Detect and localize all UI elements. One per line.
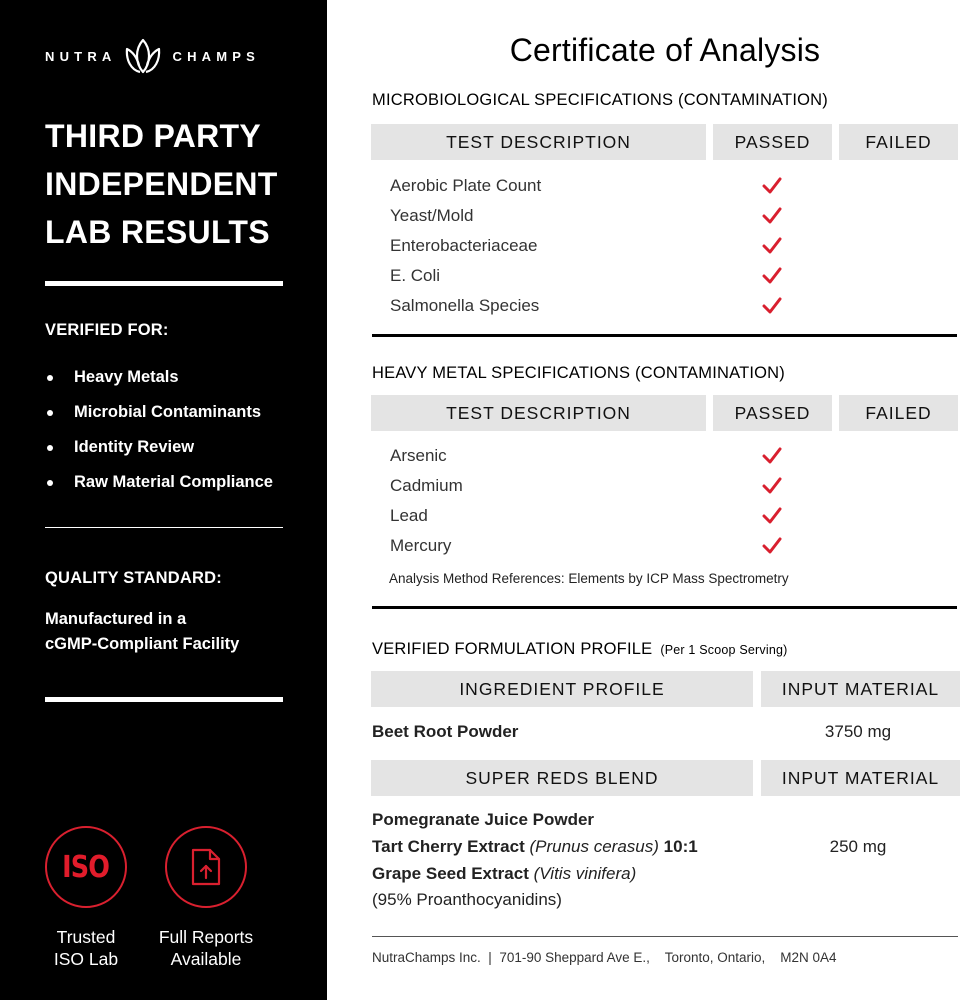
list-item (45, 360, 315, 395)
bullet-icon (47, 445, 53, 451)
quality-line: Manufactured in a (45, 610, 187, 628)
micro-header-passed: PASSED (713, 124, 832, 160)
divider (45, 697, 283, 702)
caption-line: ISO Lab (53, 949, 119, 969)
list-item-label: Microbial Contaminants (74, 403, 262, 421)
divider (45, 281, 283, 286)
method-note: Analysis Method References: Elements by ICP Mass Spectrometry (389, 571, 789, 586)
footer-address: NutraChamps Inc. | 701-90 Sheppard Ave E., Toronto, Ontario, M2N 0A4 (372, 950, 837, 965)
headline-line: INDEPENDENT (45, 166, 278, 202)
blend-value: 250 mg (829, 837, 887, 856)
blend-ratio: 10:1 (663, 837, 698, 856)
caption-line: Full Reports (158, 927, 254, 947)
blend-latin: (Vitis vinifera) (533, 864, 637, 883)
brand-left-word: NUTRA (45, 48, 117, 64)
footer-divider (372, 936, 958, 937)
left-panel (0, 0, 327, 1000)
metals-header-failed: FAILED (839, 395, 958, 431)
list-item-label: Heavy Metals (74, 368, 179, 386)
footer-postal: M2N 0A4 (780, 950, 837, 965)
verified-label: VERIFIED FOR: (45, 321, 169, 339)
quality-text (45, 607, 305, 657)
micro-section-title: MICROBIOLOGICAL SPECIFICATIONS (CONTAMINATION) (372, 91, 828, 109)
check-icon (762, 237, 782, 255)
report-download-icon (189, 847, 223, 887)
bullet-icon (47, 480, 53, 486)
check-icon (762, 507, 782, 525)
table-row-label: E. Coli (390, 266, 441, 285)
check-icon (762, 447, 782, 465)
check-icon (762, 297, 782, 315)
section-divider (372, 334, 957, 337)
bullet-icon (47, 375, 53, 381)
reports-caption (141, 926, 271, 970)
check-icon (762, 177, 782, 195)
check-icon (762, 207, 782, 225)
bullet-icon (47, 410, 53, 416)
blend-ingredient: Tart Cherry Extract (372, 837, 525, 856)
formulation-title: VERIFIED FORMULATION PROFILE (372, 640, 653, 658)
reports-badge (165, 826, 247, 908)
table-row-label: Salmonella Species (390, 296, 540, 315)
blend-line (372, 864, 636, 884)
formulation-section-title (372, 640, 788, 659)
table-row-label: Mercury (390, 536, 452, 555)
page-title: Certificate of Analysis (509, 32, 821, 68)
section-divider (372, 606, 957, 609)
ingredient-value: 3750 mg (824, 722, 892, 741)
headline (45, 112, 305, 256)
profile-header-ingredient: INGREDIENT PROFILE (371, 671, 753, 707)
ingredient-name: Beet Root Powder (372, 722, 519, 741)
caption-line: Available (170, 949, 242, 969)
list-item (45, 465, 315, 500)
micro-header-failed: FAILED (839, 124, 958, 160)
headline-line: LAB RESULTS (45, 214, 270, 250)
footer-street: 701-90 Sheppard Ave E., (499, 950, 650, 965)
table-row-label: Lead (390, 506, 428, 525)
table-row-label: Arsenic (390, 446, 447, 465)
divider (45, 527, 283, 528)
table-row-label: Yeast/Mold (390, 206, 474, 225)
list-item (45, 395, 315, 430)
brand-right-word: CHAMPS (172, 48, 261, 64)
list-item (45, 430, 315, 465)
verified-list (45, 360, 315, 500)
blend-ingredient: Grape Seed Extract (372, 864, 529, 883)
list-item-label: Raw Material Compliance (74, 473, 273, 491)
blend-line (372, 837, 698, 857)
micro-header-test: TEST DESCRIPTION (371, 124, 706, 160)
lotus-icon (121, 36, 165, 76)
quality-label: QUALITY STANDARD: (45, 569, 222, 587)
table-row-label: Aerobic Plate Count (390, 176, 542, 195)
list-item-label: Identity Review (74, 438, 195, 456)
formulation-note: (Per 1 Scoop Serving) (660, 643, 788, 657)
footer-city: Toronto, Ontario, (664, 950, 766, 965)
headline-line: THIRD PARTY (45, 118, 262, 154)
blend-line: (95% Proanthocyanidins) (372, 890, 562, 909)
table-row-label: Enterobacteriaceae (390, 236, 538, 255)
iso-caption (21, 926, 151, 970)
blend-header-name: SUPER REDS BLEND (371, 760, 753, 796)
metals-header-test: TEST DESCRIPTION (371, 395, 706, 431)
metals-section-title: HEAVY METAL SPECIFICATIONS (CONTAMINATION) (372, 364, 785, 382)
caption-line: Trusted (56, 927, 116, 947)
iso-icon: ISO (62, 849, 110, 885)
blend-header-input: INPUT MATERIAL (761, 760, 960, 796)
check-icon (762, 477, 782, 495)
table-row-label: Cadmium (390, 476, 463, 495)
blend-line: Pomegranate Juice Powder (372, 810, 595, 829)
check-icon (762, 267, 782, 285)
metals-header-passed: PASSED (713, 395, 832, 431)
brand-logo (45, 36, 285, 76)
footer-company: NutraChamps Inc. (372, 950, 481, 965)
profile-header-input: INPUT MATERIAL (761, 671, 960, 707)
iso-badge (45, 826, 127, 908)
blend-latin: (Prunus cerasus) (529, 837, 659, 856)
quality-line: cGMP-Compliant Facility (45, 635, 240, 653)
check-icon (762, 537, 782, 555)
